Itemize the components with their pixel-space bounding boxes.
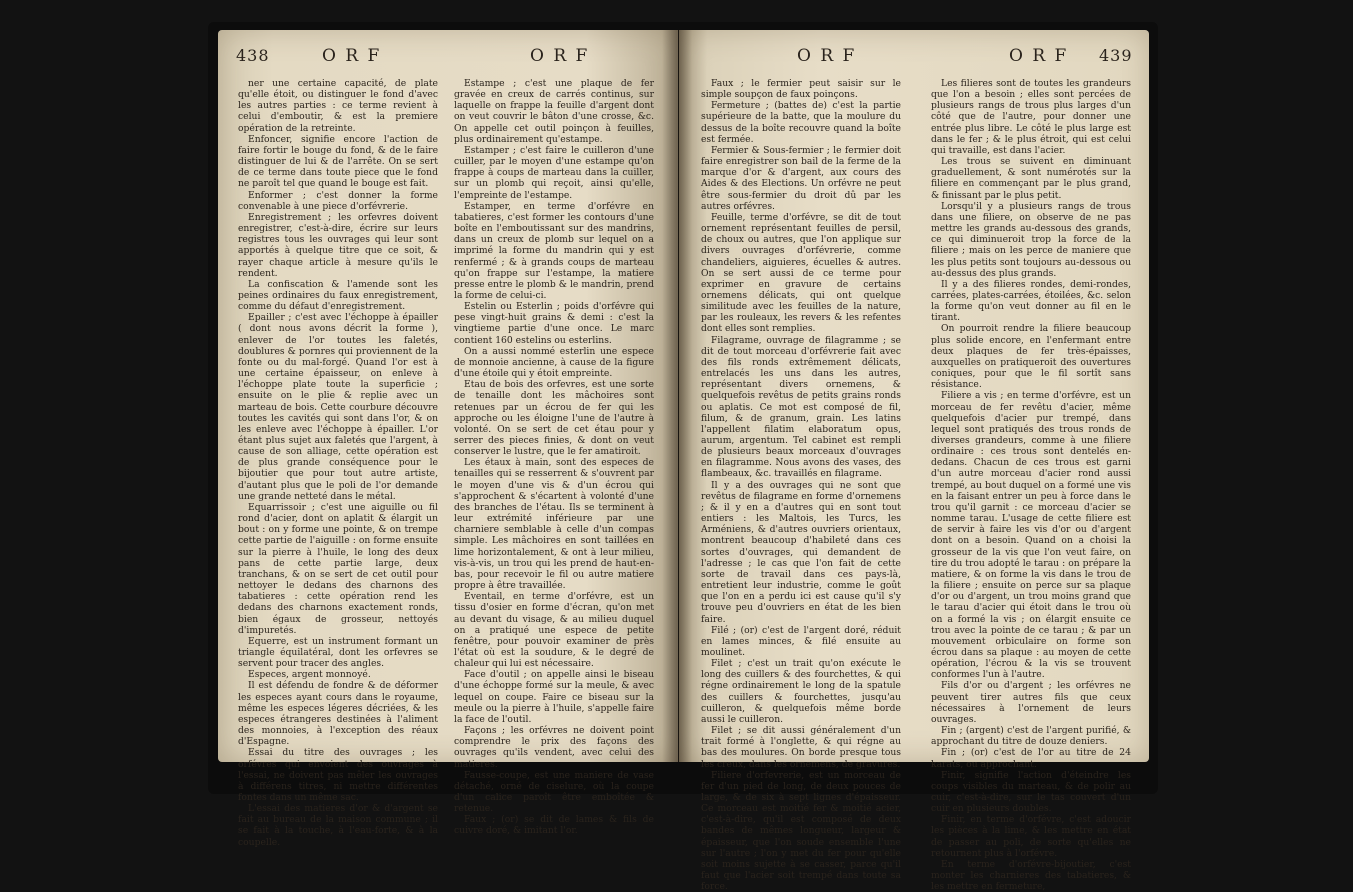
paragraph: Essai du titre des ouvrages ; les orfévres qui envoient des ouvrages à l'essai, ne doivent pas mêler les ouvrages à différens titres, ni mettre différentes fontes dans un même sac. [238, 747, 438, 803]
paragraph: Fin ; (or) c'est de l'or au titre de 24 karats, ou approchant. [931, 747, 1131, 770]
paragraph: Filet ; c'est un trait qu'on exécute le long des cuillers & des fourchettes, & qui régne ordinairement le long de la spatule des cuillers & fourchettes, jusqu'au cuilleron, & quelquefois même borde aussi le cuilleron. [701, 658, 901, 725]
paragraph: ner une certaine capacité, de plate qu'elle étoit, ou distinguer le fond d'avec les autres parties : ce terme revient à celui d'emboutir, & est la premiere opération de la retreinte. [238, 78, 438, 134]
paragraph: Faux ; le fermier peut saisir sur le simple soupçon de faux poinçons. [701, 78, 901, 101]
paragraph: Fin ; (argent) c'est de l'argent purifié, & approchant du titre de douze deniers. [931, 725, 1131, 748]
paragraph: Estamper ; c'est faire le cuilleron d'une cuiller, par le moyen d'une estampe qu'on frappe à coups de marteau dans la cuiller, sur un plomb qui reçoit, ainsi qu'elle, l'empreinte de l'estampe. [454, 144, 654, 201]
paragraph: Lorsqu'il y a plusieurs rangs de trous dans une filiere, on observe de ne pas mettre les grands au-dessous des grands, ce qui diminueroit trop la force de la filiere ; mais on les perce de maniere que les plus petits sont toujours au-dessous ou au-dessus des plus grands. [931, 200, 1131, 279]
left-column-a [238, 78, 438, 848]
paragraph: Fermeture ; (battes de) c'est la partie supérieure de la batte, que la moulure du dessus de la boîte recouvre quand la boîte est fermée. [701, 100, 901, 145]
paragraph: Filagrame, ouvrage de filagramme ; se dit de tout morceau d'orfévrerie fait avec des fils ronds extrêmement délicats, entrelacés les uns dans les autres, représentant divers ornemens, & quelquefois revêtus de petits grains ronds ou aplatis. Ce mot est composé de fil, filum, & de granum, grain. Les latins l'appellent filatim elaboratum opus, aurum, argentum. Tel cabinet est rempli de plusieurs beaux morceaux d'ouvrages en filagramme. Nous avons des vases, des flambeaux, &c. travaillés en filagrame. [701, 334, 901, 480]
paragraph: Finir, en terme d'orfévre, c'est adoucir les pièces à la lime, & les mettre en état de passer au poli, de sorte qu'elles ne retournent plus à l'orfévre. [931, 814, 1131, 859]
right-page-number: 439 [1099, 46, 1133, 65]
right-running-head [679, 46, 1149, 66]
left-page [218, 30, 678, 848]
paragraph: Eventail, en terme d'orfévre, est un tissu d'osier en forme d'écran, qu'on met au devant du visage, & au milieu duquel on a pratiqué une espece de petite fenêtre, pour pouvoir examiner de près l'état où est la soudure, & le degré de chaleur qui lui est nécessaire. [454, 591, 654, 670]
paragraph: Finir, signifie l'action d'éteindre les coups visibles du marteau, & de polir au cuir, c'est-à-dire, sur le tas couvert d'un cuir en plusieurs doubles. [931, 769, 1131, 815]
left-head-word-a: O R F [322, 46, 382, 66]
paragraph: Fils d'or ou d'argent ; les orfévres ne peuvent tirer autres fils que ceux nécessaires à l'ornement de leurs ouvrages. [931, 680, 1131, 725]
paragraph: Estamper, en terme d'orfévre en tabatieres, c'est former les contours d'une boîte en l'emboutissant sur des mandrins, dans un creux de plomb sur lequel on a imprimé la forme du mandrin qui y est renfermé ; & à grands coups de marteau qu'on frappe sur l'estampe, la matiere presse entre le plomb & le mandrin, prend la forme de celui-ci. [454, 200, 654, 301]
paragraph: Les étaux à main, sont des especes de tenailles qui se resserrent & s'ouvrent par le moyen d'une vis & d'un écrou qui s'approchent & s'écartent à volonté d'une des branches de l'étau. Ils se terminent à leur extrémité inférieure par une charniere semblable à celle d'un compas simple. Les mâchoires en sont taillées en lime horizontalement, & ont à leur milieu, vis-à-vis, un trou qui les prend de haut-en-bas, pour recevoir le fil ou autre matiere propre à être travaillée. [454, 457, 654, 592]
paragraph: Equerre, est un instrument formant un triangle équilatéral, dont les orfevres se servent pour tracer des angles. [238, 635, 438, 670]
left-page-number: 438 [236, 46, 270, 65]
right-column-b [931, 78, 1131, 892]
paragraph: Epailler ; c'est avec l'échoppe à épailler ( dont nous avons décrit la forme ), enlever de l'or toutes les faletés, doublures & pornres qui proviennent de la fonte ou du mal-forgé. Quand l'or est à une certaine épaisseur, on enleve à l'échoppe plate toute la superficie ; ensuite on le plie & replie avec un marteau de bois. Cette courbure découvre toutes les cavités qui sont dans l'or, & on les enleve avec l'échoppe à épailler. L'or étant plus sujet aux faletés que l'argent, à cause de son alliage, cette opération est de plus grande conséquence pour le bijoutier que pour tout autre artiste, d'autant plus que le poli de l'or demande une grande netteté dans le métal. [238, 312, 438, 502]
right-column-a [701, 78, 901, 892]
paragraph: La confiscation & l'amende sont les peines ordinaires du faux enregistrement, comme du défaut d'enregistrement. [238, 278, 438, 313]
left-head-word-b: O R F [530, 46, 590, 66]
paragraph: Fausse-coupe, est une maniere de vase détaché, orné de ciselure, où la coupe d'un calice paroît être emboîtée & retenue. [454, 769, 654, 815]
left-column-b [454, 78, 654, 837]
paragraph: Enfoncer, signifie encore l'action de faire fortir le bouge du fond, & de le faire distinguer de lui & de l'arrête. On se sert de ce terme dans toute piece que le fond ne paroît tel que quand le bouge est fait. [238, 133, 438, 190]
paragraph: Fermier & Sous-fermier ; le fermier doit faire enregistrer son bail de la ferme de la marque d'or & d'argent, aux cours des Aides & des Elections. Un orfévre ne peut être sous-fermier du droit dû par les autres orfévres. [701, 144, 901, 212]
paragraph: Les filieres sont de toutes les grandeurs que l'on a besoin ; elles sont percées de plusieurs rangs de trous plus larges d'un côté que de l'autre, pour donner une entrée plus libre. Le côté le plus large est dans le fer ; & le plus étroit, qui est celui qui travaille, est dans l'acier. [931, 78, 1131, 156]
paragraph: Feuille, terme d'orfévre, se dit de tout ornement représentant feuilles de persil, de choux ou autres, que l'on applique sur divers ouvrages d'orfévrerie, comme chandeliers, aiguieres, écuelles & autres. On se sert aussi de ce terme pour exprimer en gravure de certains ornemens délicats, qui ont quelque similitude avec les feuilles de la nature, par les rouleaux, les revers & les refentes dont elles sont remplies. [701, 211, 901, 335]
paragraph: Il y a des filieres rondes, demi-rondes, carrées, plates-carrées, étoilées, &c. selon la forme qu'on veut donner au fil en le tirant. [931, 278, 1131, 324]
paragraph: On a aussi nommé esterlin une espece de monnoie ancienne, à cause de la figure d'une étoile qui y étoit empreinte. [454, 345, 654, 380]
paragraph: Especes, argent monnoyé. [248, 669, 371, 681]
paragraph: Enregistrement ; les orfevres doivent enregistrer, c'est-à-dire, écrire sur leurs registres tous les ouvrages qui leur sont apportés à quelque titre que ce soit, & rayer chaque article à mesure qu'ils le rendent. [238, 211, 438, 279]
paragraph: L'essai des matieres d'or & d'argent se fait au bureau de la maison commune ; il se fait à la touche, à l'eau-forte, & à la coupelle. [238, 803, 438, 848]
left-running-head [218, 46, 678, 66]
paragraph: En terme d'orfévre-bijoutier, c'est monter les charnieres des tabatieres, & les mettre en fermeture, [931, 858, 1131, 892]
paragraph: Face d'outil ; on appelle ainsi le biseau d'une échoppe formé sur la meule, & avec lequel on coupe. Faire ce biseau sur la meule ou la pierre à l'huile, s'appelle faire la face de l'outil. [454, 669, 654, 725]
paragraph: Equarrissoir ; c'est une aiguille ou fil rond d'acier, dont on aplatit & élargit un bout : on y forme une pointe, & on trempe cette partie de l'aiguille : on forme ensuite sur la pierre à l'huile, le long des deux pans de cette partie large, deux tranchans, & on se sert de cet outil pour nettoyer le dedans des charnons des tabatieres : cette opération rend les dedans des charnons exactement ronds, bien égaux de grosseur, nettoyés d'impuretés. [238, 501, 438, 636]
paragraph: Estelin ou Esterlin ; poids d'orfévre qui pese vingt-huit grains & demi : c'est la vingtieme partie d'une once. Le marc contient 160 estelins ou esterlins. [454, 301, 654, 346]
paragraph: Façons ; les orfévres ne doivent point comprendre le prix des façons des ouvrages qu'ils vendent, avec celui des matieres. [454, 725, 654, 770]
right-head-word-a: O R F [797, 46, 857, 66]
right-head-word-b: O R F [1009, 46, 1069, 66]
paragraph: Filé ; (or) c'est de l'argent doré, réduit en lames minces, & filé ensuite au moulinet. [701, 624, 901, 658]
book-gutter [662, 30, 692, 762]
paragraph: Filet ; se dit aussi généralement d'un trait formé à l'onglette, & qui régne au bas des moulures. On borde presque tous les creux, dans les ornemens, de gravures. [701, 725, 901, 770]
right-page [679, 30, 1149, 892]
paragraph: Faux ; (or) se dit de lames & fils de cuivre doré, & imitant l'or. [454, 814, 654, 837]
paragraph: On pourroit rendre la filiere beaucoup plus solide encore, en l'enfermant entre deux plaques de fer très-épaisses, auxquelles on pratiqueroit des ouvertures coniques, pour que le fil sortît sans résistance. [931, 323, 1131, 391]
paragraph: Enformer ; c'est donner la forme convenable à une piece d'orfévrerie. [238, 189, 438, 212]
paragraph: Etau de bois des orfevres, est une sorte de tenaille dont les mâchoires sont retenues par un écrou de fer qui les approche ou les éloigne l'une de l'autre à volonté. On se sert de cet étau pour y serrer des pieces finies, & dont on veut conserver le lustre, que le fer amatiroit. [454, 379, 654, 458]
paragraph: Filiere a vis ; en terme d'orfévre, est un morceau de fer revêtu d'acier, même quelquefois d'acier pur trempé, dans lequel sont pratiqués des trous ronds de diverses grandeurs, comme à une filiere ordinaire : ces trous sont dentelés en-dedans. Chacun de ces trous est garni d'un autre morceau d'acier rond aussi trempé, au bout duquel on a formé une vis en la faisant entrer un peu à force dans le trou qu'il garnit : ce morceau d'acier se nomme tarau. L'usage de cette filiere est de servir à faire les vis d'or ou d'argent dont on a besoin. Quand on a choisi la grosseur de la vis que l'on veut faire, on tire du trou adopté le tarau : on prépare la matiere, & on forme la vis dans le trou de la filiere ; ensuite on perce sur sa plaque d'or ou d'argent, un trou moins grand que le tarau d'acier qui étoit dans le trou où on a formé la vis ; on élargit ensuite ce trou avec la pointe de ce tarau ; & par un mouvement orbiculaire on forme son écrou dans sa plaque : au moyen de cette opération, l'écrou & la vis se trouvent conformes l'un à l'autre. [931, 390, 1131, 681]
paragraph: Il est défendu de fondre & de déformer les especes ayant cours dans le royaume, même les especes légeres décriées, & les especes étrangeres destinées à l'aliment des monnoies, à l'exception des réaux d'Espagne. [238, 680, 438, 748]
paragraph: Il y a des ouvrages qui ne sont que revêtus de filagrame en forme d'ornemens ; & il y en a d'autres qui en sont tout entiers : les Maltois, les Turcs, les Arméniens, & d'autres ouvriers orientaux, montrent beaucoup d'habileté dans ces sortes d'ouvrages, qui demandent de l'adresse ; le cas que l'on fait de cette sorte de travail dans ces pays-là, entretient leur industrie, comme le goût que l'on en a perdu ici est cause qu'il s'y trouve peu d'ouvriers en état de les bien faire. [701, 479, 901, 625]
paragraph: Les trous se suivent en diminuant graduellement, & sont numérotés sur la filiere en commençant par le plus grand, & finissant par le plus petit. [931, 156, 1131, 201]
paragraph: Filiere d'orfevrerie, est un morceau de fer d'un pied de long, de deux pouces de large, & de six à sept lignes d'épaisseur. Ce morceau est moitié fer & moitié acier, c'est-à-dire, qu'il est composé de deux bandes de mêmes longueur, largeur & épaisseur, que l'on soude ensemble l'une sur l'autre ; l'on y met du fer pour qu'elle soit moins sujette à se casser, parce qu'il faut que l'acier soit trempé dans toute sa force. [701, 769, 901, 892]
paragraph: Estampe ; c'est une plaque de fer gravée en creux de carrés continus, sur laquelle on frappe la feuille d'argent dont on veut couvrir le bâton d'une crosse, &c. On appelle cet outil poinçon à feuilles, plus ordinairement qu'estampe. [454, 78, 654, 145]
